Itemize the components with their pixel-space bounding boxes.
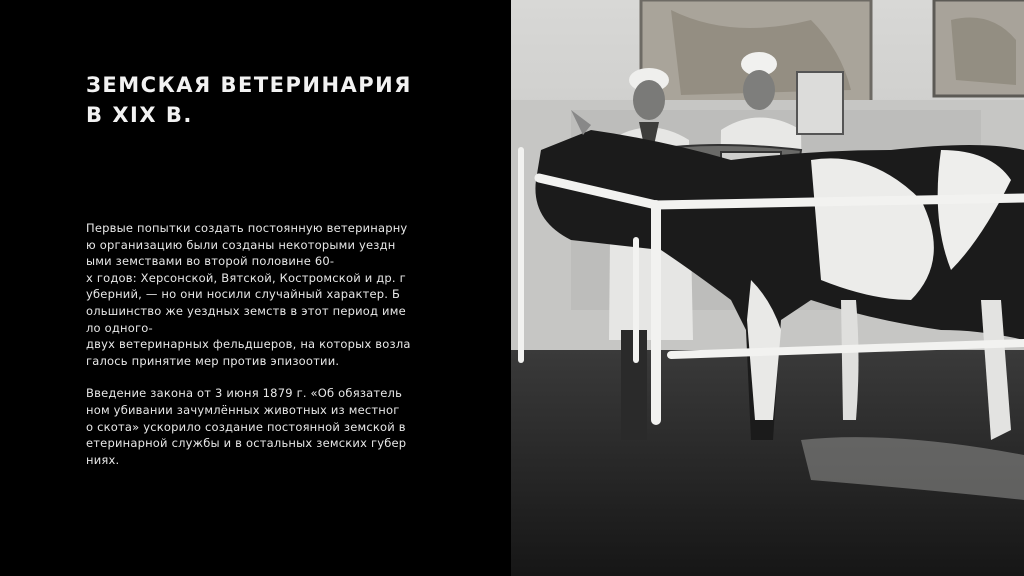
slide-body xyxy=(86,220,458,484)
cow-examination-photo xyxy=(511,0,1024,576)
paragraph-1: Первые попытки создать постоянную ветеринарну ю организацию были созданы некоторыми уездн ыми земствами во второй половине 60- х годов: Херсонской, Вятской, Костромской и др. г уберний, — но они носили случайный характер. Б ольшинство же уездных земств в этот период име ло одного- двух ветеринарных фельдшеров, на которых возла галось принятие мер против эпизоотии. xyxy=(86,221,411,368)
paragraph-2: Введение закона от 3 июня 1879 г. «Об обязатель ном убивании зачумлённых животных из местног о скота» ускорило создание постоянной земской в етеринарной службы и в остальных земских губер ниях. xyxy=(86,386,407,467)
measurement-device xyxy=(797,72,843,134)
text-panel xyxy=(0,0,511,576)
slide-title: ЗЕМСКАЯ ВЕТЕРИНАРИЯ В XIX В. xyxy=(86,73,412,127)
